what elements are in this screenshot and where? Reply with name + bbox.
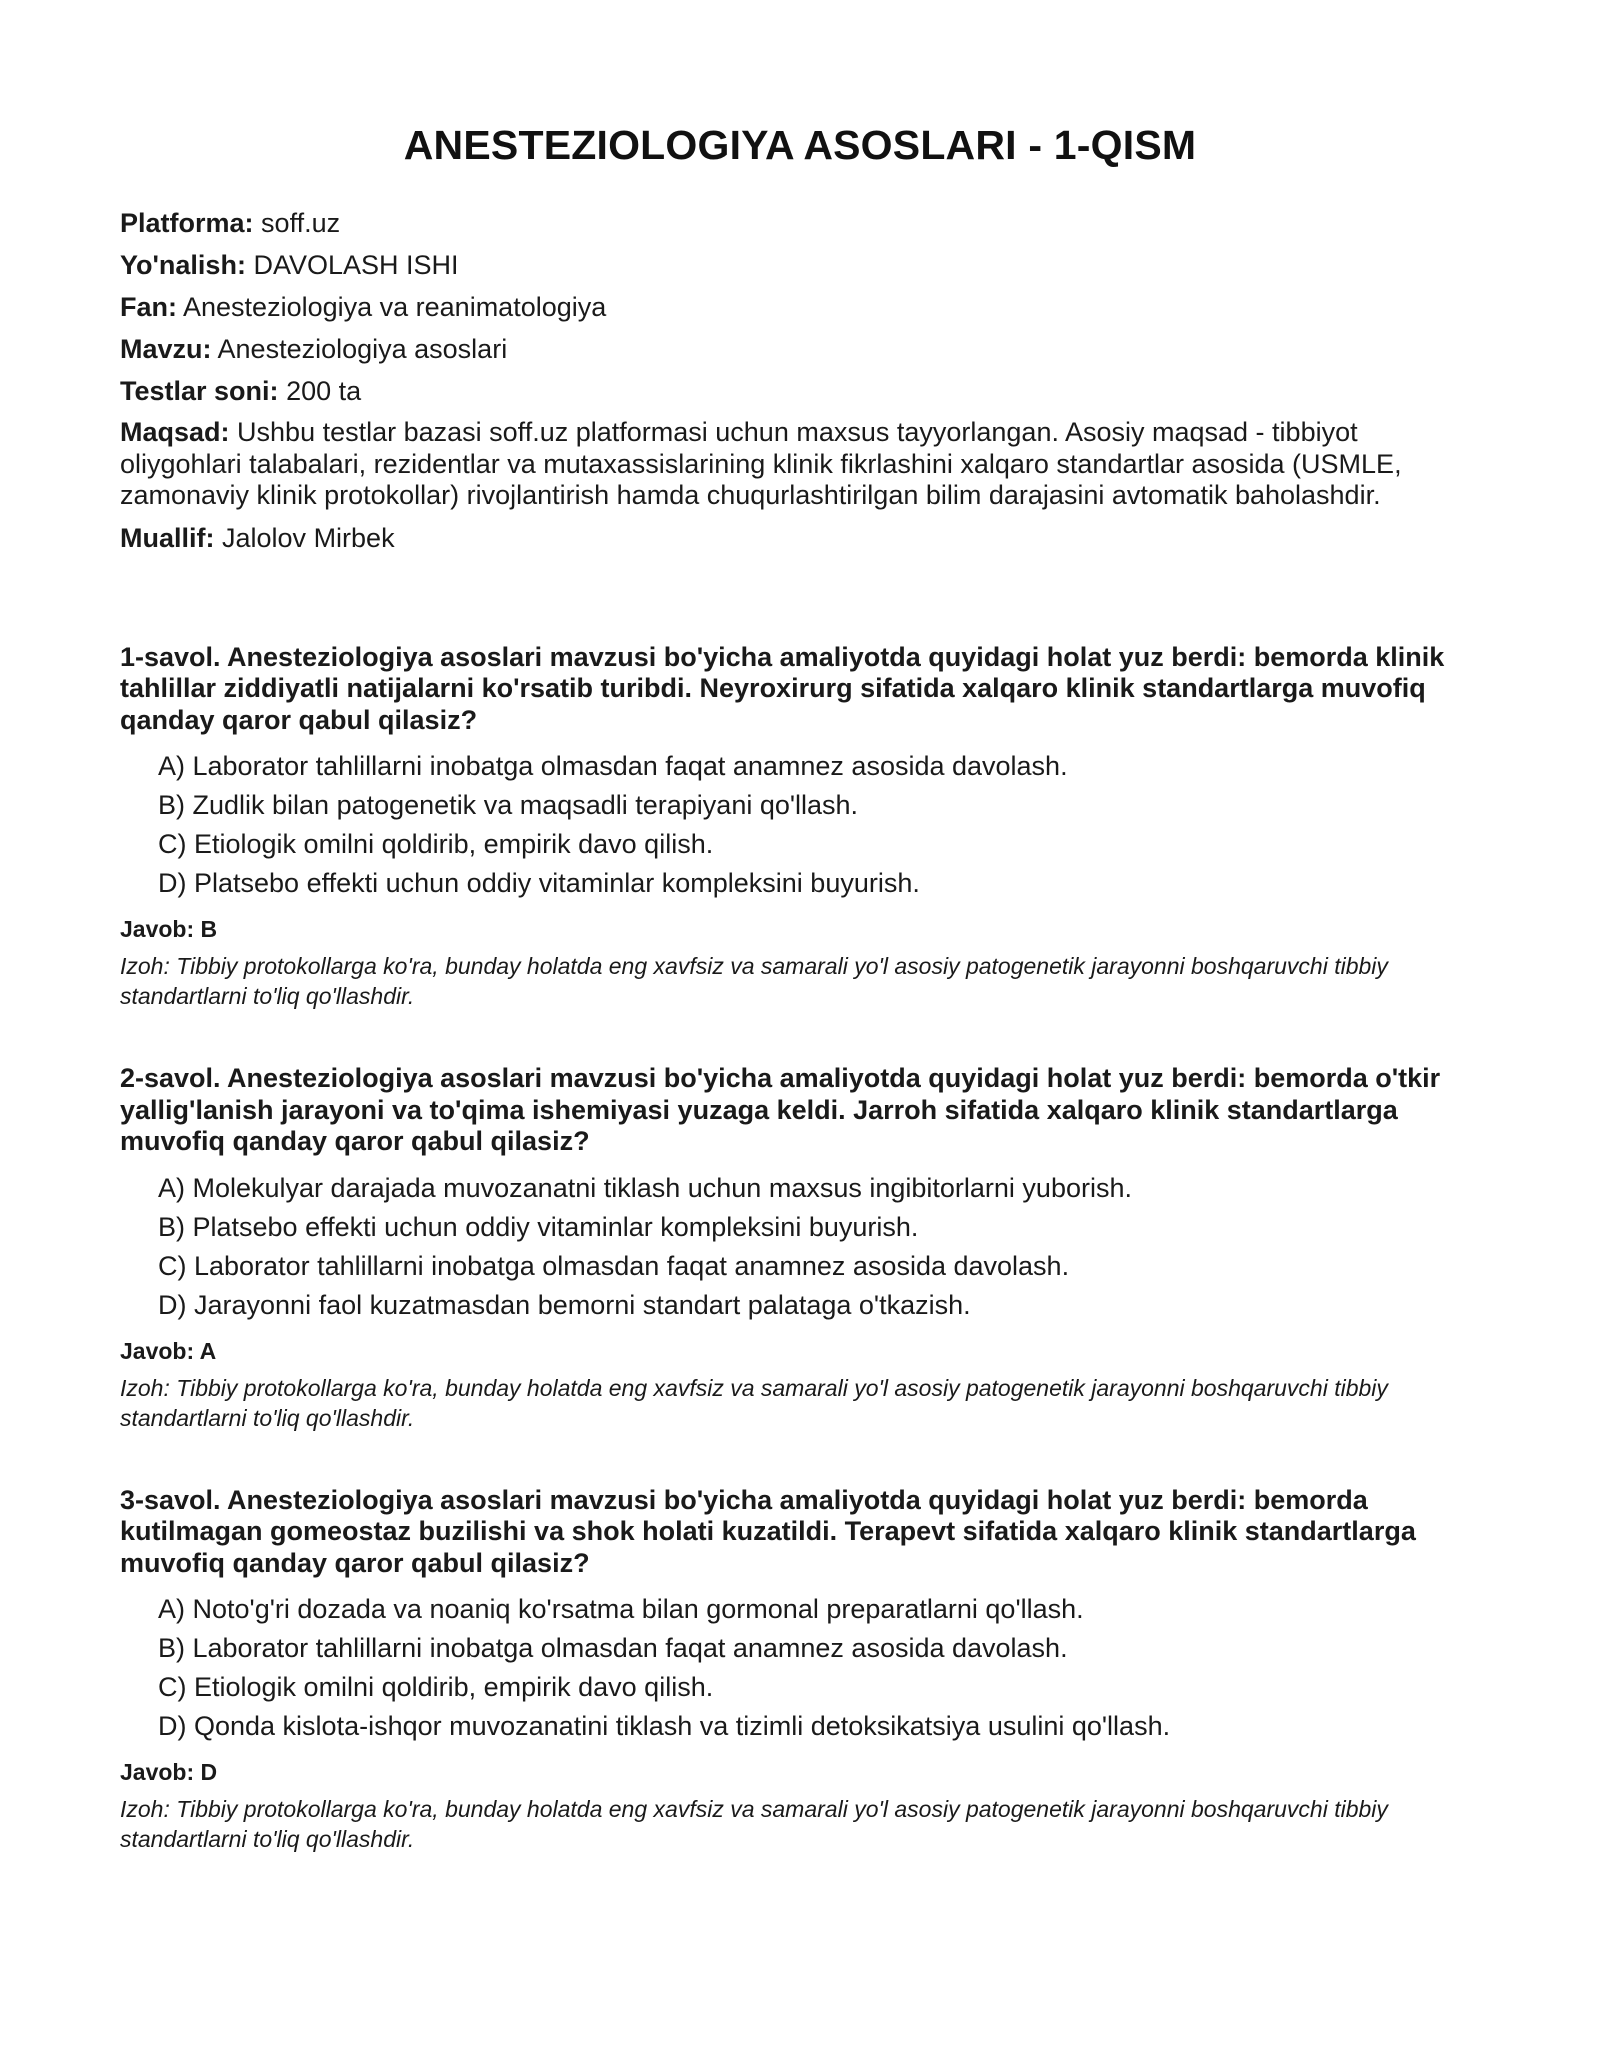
correct-answer: Javob: B bbox=[120, 916, 218, 942]
question-text: 2-savol. Anesteziologiya asoslari mavzusi bo'yicha amaliyotda quyidagi holat yuz berdi: bemorda o'tkir yallig'lanish jarayoni va to'qima ishemiyasi yuzaga keldi. Jarroh sifatida xalqaro klinik standartlarga muvofiq qanday qaror qabul qilasiz? bbox=[120, 1063, 1441, 1156]
answer-option: D) Platsebo effekti uchun oddiy vitaminlar kompleksini buyurish. bbox=[158, 868, 920, 898]
meta-label: Muallif: bbox=[120, 522, 215, 553]
explanation: Izoh: Tibbiy protokollarga ko'ra, bunday holatda eng xavfsiz va samarali yo'l asosiy patogenetik jarayonni boshqaruvchi tibbiy standartlarni to'liq qo'llashdir. bbox=[120, 1374, 1388, 1431]
answer-option: A) Molekulyar darajada muvozanatni tiklash uchun maxsus ingibitorlarni yuborish. bbox=[158, 1172, 1132, 1203]
meta-label: Maqsad: bbox=[120, 417, 230, 447]
metadata-section bbox=[120, 207, 1480, 554]
meta-label: Fan: bbox=[120, 292, 177, 322]
meta-value: Ushbu testlar bazasi soff.uz platformasi uchun maxsus tayyorlangan. Asosiy maqsad - tibbiyot oliygohlari talabalari, rezidentlar va mutaxassislarining klinik fikrlashini xalqaro standartlar asosida (USMLE, zamonaviy klinik protokollar) rivojlantirish hamda chuqurlashtirilgan bilim darajasini avtomatik baholashdir. bbox=[120, 417, 1402, 510]
answer-option: C) Etiologik omilni qoldirib, empirik davo qilish. bbox=[158, 1672, 714, 1702]
answer-option: D) Qonda kislota-ishqor muvozanatini tiklash va tizimli detoksikatsiya usulini qo'llash. bbox=[158, 1711, 1171, 1741]
meta-label: Mavzu: bbox=[120, 334, 212, 364]
meta-test-count bbox=[120, 375, 1480, 407]
questions-list bbox=[120, 642, 1480, 1855]
answer-option: D) Jarayonni faol kuzatmasdan bemorni standart palataga o'tkazish. bbox=[158, 1289, 971, 1320]
meta-value: Anesteziologiya va reanimatologiya bbox=[183, 292, 607, 322]
answer-option: C) Laborator tahlillarni inobatga olmasdan faqat anamnez asosida davolash. bbox=[158, 1250, 1070, 1281]
meta-label: Platforma: bbox=[120, 208, 254, 238]
page-title: ANESTEZIOLOGIYA ASOSLARI - 1-QISM bbox=[403, 122, 1197, 168]
meta-goal bbox=[120, 417, 1450, 512]
explanation: Izoh: Tibbiy protokollarga ko'ra, bunday holatda eng xavfsiz va samarali yo'l asosiy patogenetik jarayonni boshqaruvchi tibbiy standartlarni to'liq qo'llashdir. bbox=[120, 953, 1388, 1009]
question-block bbox=[120, 1485, 1480, 1855]
answer-option: B) Zudlik bilan patogenetik va maqsadli terapiyani qo'llash. bbox=[158, 790, 859, 820]
meta-topic bbox=[120, 333, 1480, 365]
correct-answer: Javob: D bbox=[120, 1759, 218, 1785]
meta-value: Anesteziologiya asoslari bbox=[217, 334, 508, 364]
meta-subject bbox=[120, 291, 1480, 323]
meta-platform bbox=[120, 207, 1480, 239]
meta-direction bbox=[120, 249, 1480, 281]
meta-author bbox=[120, 522, 1480, 554]
question-block bbox=[120, 642, 1480, 1012]
answer-option: C) Etiologik omilni qoldirib, empirik davo qilish. bbox=[158, 829, 714, 859]
question-text: 1-savol. Anesteziologiya asoslari mavzusi bo'yicha amaliyotda quyidagi holat yuz berdi: bemorda klinik tahlillar ziddiyatli natijalarni ko'rsatib turibdi. Neyroxirurg sifatida xalqaro klinik standartlarga muvofiq qanday qaror qabul qilasiz? bbox=[120, 641, 1445, 735]
meta-label: Yo'nalish: bbox=[120, 250, 246, 280]
explanation: Izoh: Tibbiy protokollarga ko'ra, bunday holatda eng xavfsiz va samarali yo'l asosiy patogenetik jarayonni boshqaruvchi tibbiy standartlarni to'liq qo'llashdir. bbox=[120, 1796, 1388, 1852]
meta-value: Jalolov Mirbek bbox=[222, 522, 395, 553]
answer-option: B) Laborator tahlillarni inobatga olmasdan faqat anamnez asosida davolash. bbox=[158, 1633, 1068, 1663]
question-text: 3-savol. Anesteziologiya asoslari mavzusi bo'yicha amaliyotda quyidagi holat yuz berdi: bemorda kutilmagan gomeostaz buzilishi va shok holati kuzatildi. Terapevt sifatida xalqaro klinik standartlarga muvofiq qanday qaror qabul qilasiz? bbox=[120, 1484, 1416, 1578]
meta-label: Testlar soni: bbox=[120, 376, 279, 406]
question-block bbox=[120, 1063, 1480, 1433]
answer-option: B) Platsebo effekti uchun oddiy vitaminlar kompleksini buyurish. bbox=[158, 1211, 919, 1242]
meta-value: soff.uz bbox=[261, 208, 341, 238]
meta-value: 200 ta bbox=[286, 376, 362, 406]
correct-answer: Javob: A bbox=[120, 1337, 217, 1364]
answer-option: A) Noto'g'ri dozada va noaniq ko'rsatma bilan gormonal preparatlarni qo'llash. bbox=[158, 1594, 1084, 1624]
meta-value: DAVOLASH ISHI bbox=[253, 250, 459, 280]
answer-option: A) Laborator tahlillarni inobatga olmasdan faqat anamnez asosida davolash. bbox=[158, 751, 1068, 781]
